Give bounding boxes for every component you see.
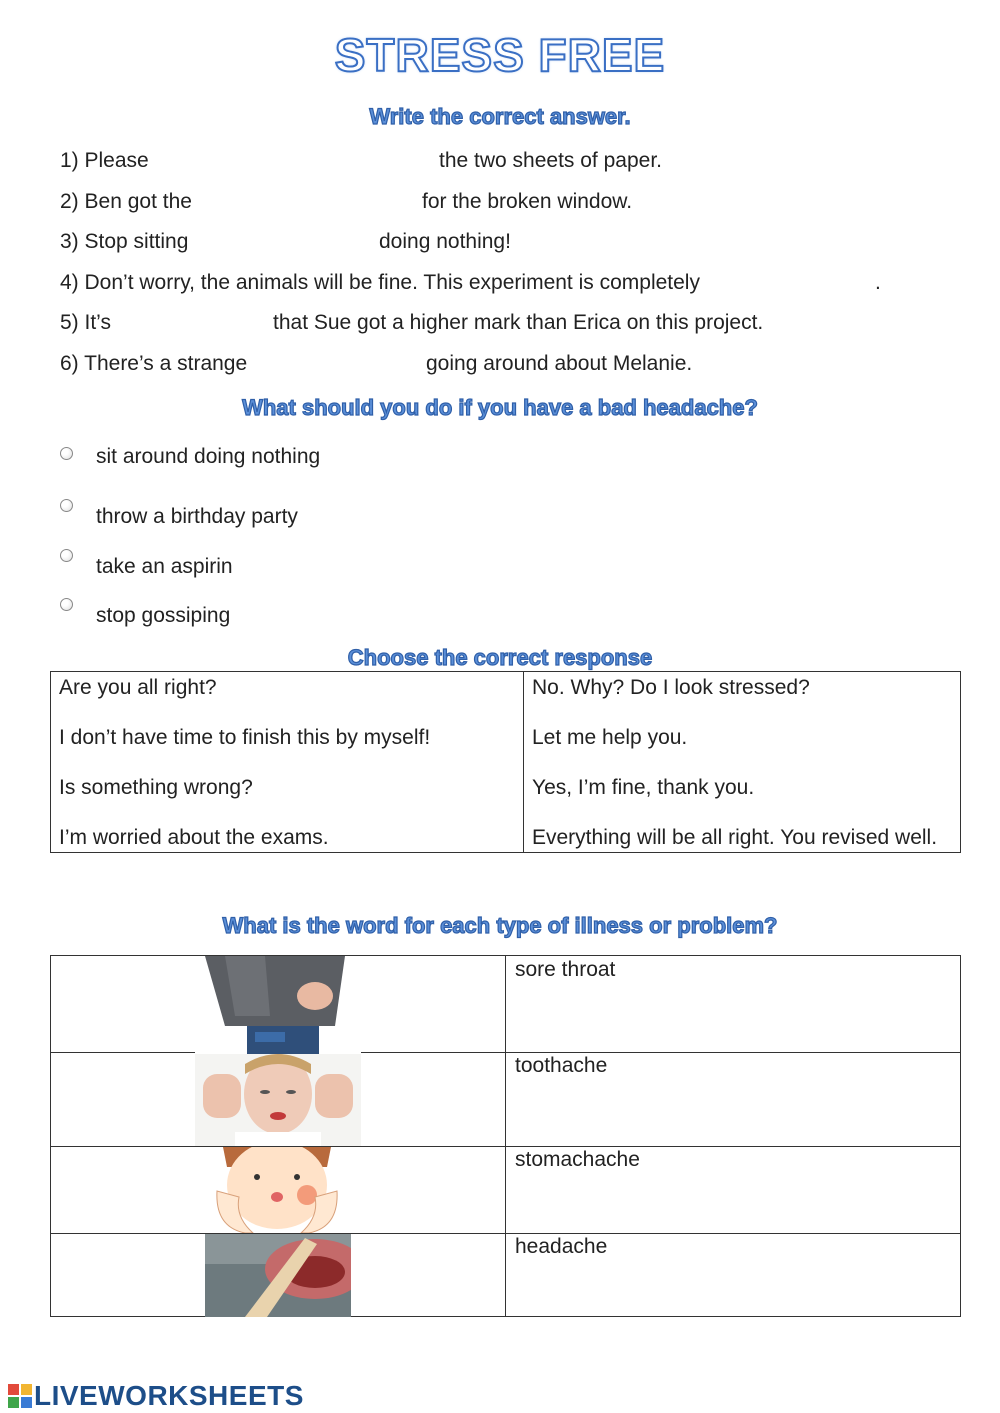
sore-throat-picture[interactable] [205,1234,351,1317]
gap-sentence-text: 5) It’s [60,311,111,334]
prompts-column [51,672,524,853]
gap-sentence-text: 1) Please [60,149,149,172]
radio-option-label: sit around doing nothing [96,445,321,468]
gap-sentence-text: 4) Don’t worry, the animals will be fine. This experiment is completely [60,271,700,294]
response-item[interactable]: Yes, I’m fine, thank you. [532,776,755,799]
section-heading-illness-words: What is the word for each type of illness or problem? [222,913,778,938]
section-heading-headache-question: What should you do if you have a bad headache? [242,395,758,420]
illness-label: toothache [515,1054,608,1077]
prompt-item[interactable]: I’m worried about the exams. [59,826,329,849]
gap-sentence-text: 2) Ben got the [60,190,192,213]
toothache-picture[interactable] [205,1147,349,1233]
gap-sentence-text: the two sheets of paper. [439,149,662,172]
response-item[interactable]: Everything will be all right. You revised well. [532,826,938,849]
illness-matching-table [50,955,961,1317]
illness-row-3 [51,1146,960,1234]
response-item[interactable]: No. Why? Do I look stressed? [532,676,810,699]
section-heading-write-answer: Write the correct answer. [369,104,631,129]
prompt-item[interactable]: Are you all right? [59,676,217,699]
illness-label: stomachache [515,1148,640,1171]
radio-button[interactable] [60,499,73,512]
illness-row-1 [51,956,960,1052]
liveworksheets-logo-icon [8,1384,32,1408]
radio-button[interactable] [60,598,73,611]
headache-picture[interactable] [195,1054,361,1146]
worksheet-title: STRESS FREE [334,29,666,81]
gap-sentence-text: . [875,271,881,294]
prompt-item[interactable]: I don’t have time to finish this by myself! [59,726,431,749]
radio-option-label: throw a birthday party [96,505,298,528]
prompt-item[interactable]: Is something wrong? [59,776,253,799]
responses-column [524,672,961,853]
gap-sentence-text: 6) There’s a strange [60,352,248,375]
liveworksheets-brand[interactable]: LIVEWORKSHEETS [34,1380,304,1411]
response-matching-table [50,671,961,853]
radio-button[interactable] [60,549,73,562]
section-heading-choose-response: Choose the correct response [347,645,653,670]
gap-sentence-text: doing nothing! [379,230,511,253]
illness-label: sore throat [515,958,616,981]
radio-option-label: stop gossiping [96,604,231,627]
gap-sentence-text: for the broken window. [422,190,633,213]
gap-sentence-text: going around about Melanie. [426,352,693,375]
radio-button[interactable] [60,447,73,460]
illness-row-4 [51,1233,960,1318]
radio-option-label: take an aspirin [96,555,233,578]
response-item[interactable]: Let me help you. [532,726,688,749]
stomachache-picture[interactable] [195,956,361,1054]
illness-label: headache [515,1235,608,1258]
gap-sentence-text: that Sue got a higher mark than Erica on this project. [273,311,764,334]
illness-row-2 [51,1052,960,1147]
gap-sentence-text: 3) Stop sitting [60,230,189,253]
